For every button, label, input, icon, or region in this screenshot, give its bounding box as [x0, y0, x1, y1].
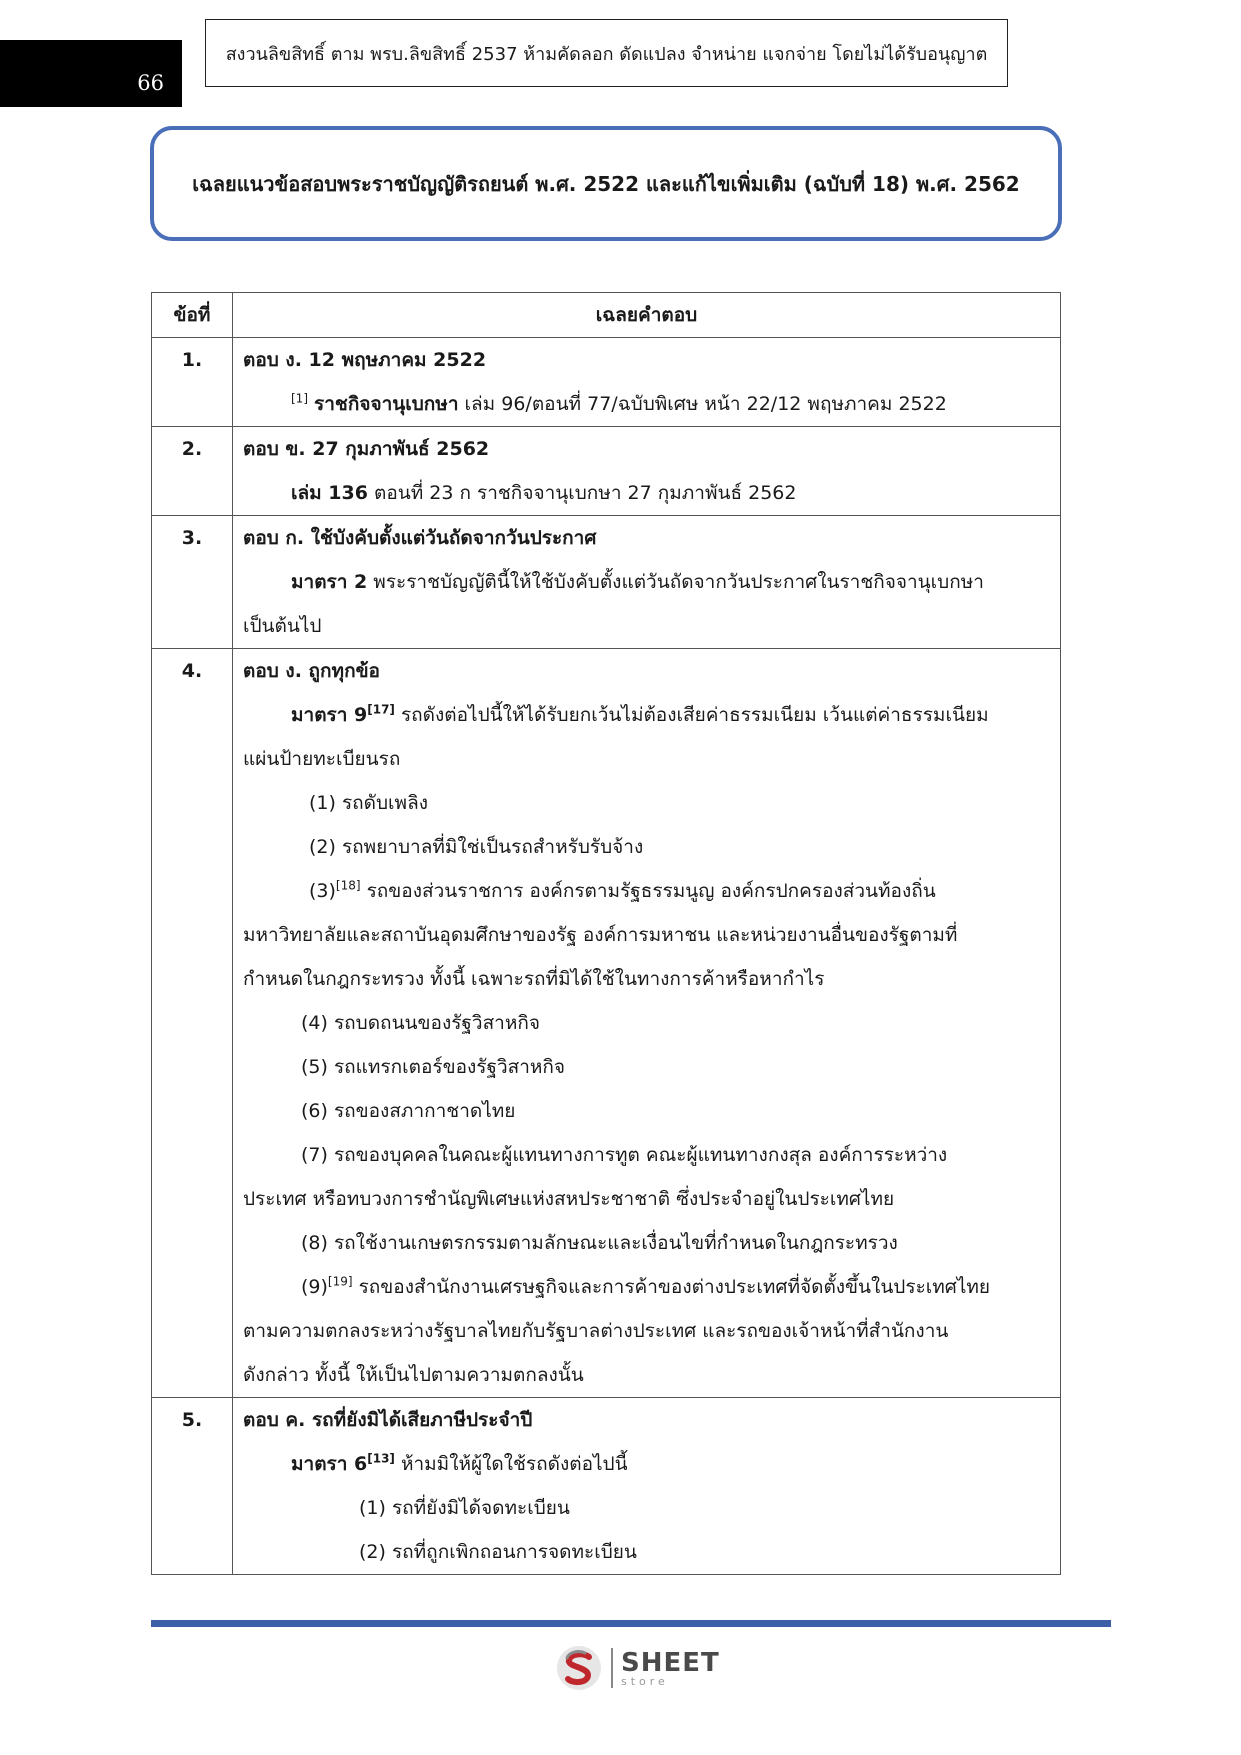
table-row: [152, 427, 1061, 516]
item-number: (3): [309, 880, 336, 902]
logo-word: SHEET: [621, 1647, 720, 1678]
column-header-number: ข้อที่: [152, 293, 233, 338]
list-item: [243, 869, 1048, 913]
question-number-cell: [152, 649, 233, 1398]
question-number: 3.: [181, 527, 203, 549]
question-number-cell: [152, 427, 233, 516]
list-item: (1) รถที่ยังมิได้จดทะเบียน: [359, 1497, 570, 1519]
page-number: 66: [137, 71, 164, 95]
answer-cell: [233, 427, 1061, 516]
answer-cell: [233, 1398, 1061, 1575]
item-number: (9): [301, 1276, 328, 1298]
footnote-ref: [19]: [327, 1274, 353, 1289]
list-item: [243, 1265, 1048, 1309]
question-number-cell: [152, 516, 233, 649]
table-row: [152, 338, 1061, 427]
list-item: (8) รถใช้งานเกษตรกรรมตามลักษณะและเงื่อนไขที่กำหนดในกฎกระทรวง: [301, 1232, 898, 1254]
answer-cell: [233, 338, 1061, 427]
source-bold: ราชกิจจานุเบกษา: [314, 393, 459, 415]
document-title: เฉลยแนวข้อสอบพระราชบัญญัติรถยนต์ พ.ศ. 2522 และแก้ไขเพิ่มเติม (ฉบับที่ 18) พ.ศ. 2562: [192, 171, 1020, 196]
answer-line: ตอบ ง. ถูกทุกข้อ: [243, 660, 380, 682]
list-item-continuation: ประเทศ หรือทบวงการชำนัญพิเศษแห่งสหประชาชาติ ซึ่งประจำอยู่ในประเทศไทย: [243, 1188, 895, 1210]
item-text: รถของสำนักงานเศรษฐกิจและการค้าของต่างประเทศที่จัดตั้งขึ้นในประเทศไทย: [352, 1276, 991, 1298]
question-number: 2.: [181, 438, 203, 460]
column-header-answer: เฉลยคำตอบ: [233, 293, 1061, 338]
question-number: 1.: [181, 349, 203, 371]
list-item: (5) รถแทรกเตอร์ของรัฐวิสาหกิจ: [301, 1056, 566, 1078]
source-bold: เล่ม 136: [291, 482, 368, 504]
footnote-ref: [17]: [367, 702, 395, 717]
list-item-continuation: ดังกล่าว ทั้งนี้ ให้เป็นไปตามความตกลงนั้น: [243, 1364, 584, 1386]
table-row: [152, 516, 1061, 649]
table-row: [152, 1398, 1061, 1575]
answer-cell: [233, 649, 1061, 1398]
logo-separator: [611, 1648, 613, 1688]
section-line: เป็นต้นไป: [243, 615, 322, 637]
answer-cell: [233, 516, 1061, 649]
source-line: [243, 471, 1048, 515]
answer-line: ตอบ ง. 12 พฤษภาคม 2522: [243, 349, 487, 371]
section-text: ห้ามมิให้ผู้ใดใช้รถดังต่อไปนี้: [394, 1453, 628, 1475]
section-line: [243, 693, 1048, 737]
list-item: (7) รถของบุคคลในคณะผู้แทนทางการทูต คณะผู้แทนทางกงสุล องค์การระหว่าง: [301, 1144, 948, 1166]
list-item: (6) รถของสภากาชาดไทย: [301, 1100, 516, 1122]
question-number-cell: [152, 1398, 233, 1575]
copyright-text: สงวนลิขสิทธิ์ ตาม พรบ.ลิขสิทธิ์ 2537 ห้ามคัดลอก ดัดแปลง จำหน่าย แจกจ่าย โดยไม่ได้รับอนุญาต: [225, 43, 988, 65]
footnote-ref: [1]: [291, 391, 308, 406]
footer-divider: [151, 1620, 1111, 1627]
sheet-store-logo: [555, 1642, 720, 1694]
section-line: [243, 1442, 1048, 1486]
sheet-store-logo-icon: [555, 1644, 603, 1692]
list-item-continuation: กำหนดในกฎกระทรวง ทั้งนี้ เฉพาะรถที่มิได้ใช้ในทางการค้าหรือหากำไร: [243, 968, 825, 990]
source-rest: ตอนที่ 23 ก ราชกิจจานุเบกษา 27 กุมภาพันธ์ 2562: [367, 482, 797, 504]
table-header-row: [152, 293, 1061, 338]
section-bold: มาตรา 6: [291, 1453, 368, 1475]
list-item-continuation: มหาวิทยาลัยและสถาบันอุดมศึกษาของรัฐ องค์การมหาชน และหน่วยงานอื่นของรัฐตามที่: [243, 924, 958, 946]
footnote-ref: [13]: [367, 1451, 395, 1466]
section-text: พระราชบัญญัตินี้ให้ใช้บังคับตั้งแต่วันถัดจากวันประกาศในราชกิจจานุเบกษา: [367, 571, 984, 593]
answer-line: ตอบ ก. ใช้บังคับตั้งแต่วันถัดจากวันประกาศ: [243, 527, 597, 549]
logo-subtitle: store: [621, 1674, 669, 1688]
copyright-notice: [205, 19, 1008, 87]
list-item: (2) รถพยาบาลที่มิใช่เป็นรถสำหรับรับจ้าง: [309, 836, 644, 858]
answer-line: ตอบ ข. 27 กุมภาพันธ์ 2562: [243, 438, 490, 460]
question-number-cell: [152, 338, 233, 427]
document-title-box: [150, 126, 1062, 241]
list-item: (2) รถที่ถูกเพิกถอนการจดทะเบียน: [359, 1541, 637, 1563]
answer-line: ตอบ ค. รถที่ยังมิได้เสียภาษีประจำปี: [243, 1409, 533, 1431]
logo-text: [621, 1647, 720, 1688]
item-text: รถของส่วนราชการ องค์กรตามรัฐธรรมนูญ องค์กรปกครองส่วนท้องถิ่น: [360, 880, 936, 902]
page-number-box: [0, 40, 182, 107]
list-item: (4) รถบดถนนของรัฐวิสาหกิจ: [301, 1012, 541, 1034]
section-bold: มาตรา 2: [291, 571, 368, 593]
list-item-continuation: ตามความตกลงระหว่างรัฐบาลไทยกับรัฐบาลต่างประเทศ และรถของเจ้าหน้าที่สำนักงาน: [243, 1320, 949, 1342]
section-text: รถดังต่อไปนี้ให้ได้รับยกเว้นไม่ต้องเสียค่าธรรมเนียม เว้นแต่ค่าธรรมเนียม: [394, 704, 989, 726]
question-number: 4.: [181, 660, 203, 682]
source-rest: เล่ม 96/ตอนที่ 77/ฉบับพิเศษ หน้า 22/12 พฤษภาคม 2522: [458, 393, 947, 415]
footnote-ref: [18]: [335, 878, 361, 893]
source-line: [243, 382, 1048, 426]
question-number: 5.: [181, 1409, 203, 1431]
table-row: [152, 649, 1061, 1398]
answer-table: [151, 292, 1061, 1575]
section-bold: มาตรา 9: [291, 704, 368, 726]
list-item: (1) รถดับเพลิง: [309, 792, 429, 814]
section-line: [243, 560, 1048, 604]
section-line: แผ่นป้ายทะเบียนรถ: [243, 748, 401, 770]
